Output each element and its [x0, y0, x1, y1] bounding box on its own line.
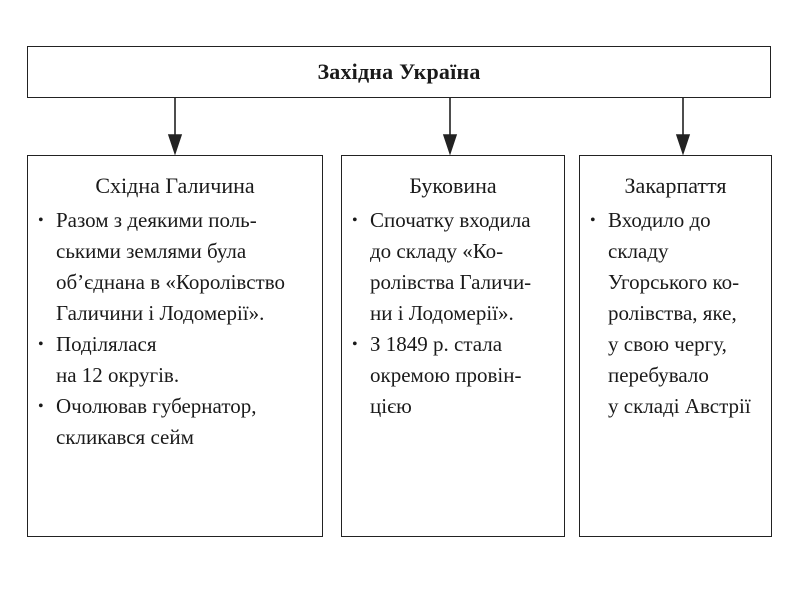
bullet-line: скликався сейм — [56, 425, 194, 449]
bullet-line: Угорського ко- — [608, 270, 740, 294]
bullet-line: у свою чергу, — [608, 332, 727, 356]
bullet-line: ськими землями була — [56, 239, 247, 263]
bullet-line: на 12 округів. — [56, 363, 180, 387]
bullet-item — [352, 205, 554, 329]
bullet-line: об’єднана в «Королівство — [56, 270, 285, 294]
bullet-line: • Поділялася — [56, 332, 157, 356]
column-bukovyna — [341, 155, 565, 537]
arrowhead-3 — [677, 135, 689, 153]
bullet-list — [38, 205, 312, 453]
bullet-item — [590, 205, 761, 422]
column-transcarpathia — [579, 155, 772, 537]
bullet-line: • Очолював губернатор, — [56, 394, 257, 418]
bullet-line: цією — [370, 394, 412, 418]
root-node-title: Західна Україна — [317, 59, 481, 84]
bullet-line: ни і Лодомерії». — [370, 301, 514, 325]
bullet-item — [352, 329, 554, 422]
column-title: Буковина — [409, 173, 497, 198]
bullet-line: • Спочатку входила — [370, 208, 531, 232]
arrowhead-2 — [444, 135, 456, 153]
bullet-list — [352, 205, 554, 422]
bullet-list — [590, 205, 761, 422]
bullet-line: • Входило до — [608, 208, 711, 232]
bullet-line: у складі Австрії — [608, 394, 751, 418]
bullet-line: ролівства Галичи- — [370, 270, 532, 294]
bullet-item — [38, 205, 312, 329]
column-east-galicia — [27, 155, 323, 537]
bullet-line: до складу «Ко- — [370, 239, 504, 263]
bullet-line: окремою провін- — [370, 363, 522, 387]
bullet-line: перебувало — [608, 363, 709, 387]
bullet-item — [38, 329, 312, 391]
bullet-line: складу — [608, 239, 669, 263]
bullet-line: • З 1849 р. стала — [370, 332, 503, 356]
root-node-box — [27, 46, 771, 98]
bullet-item — [38, 391, 312, 453]
column-title: Закарпаття — [624, 173, 727, 198]
bullet-line: Галичини і Лодомерії». — [56, 301, 265, 325]
column-title: Східна Галичина — [95, 173, 255, 198]
bullet-line: ролівства, яке, — [608, 301, 737, 325]
arrowhead-1 — [169, 135, 181, 153]
bullet-line: • Разом з деякими поль- — [56, 208, 257, 232]
